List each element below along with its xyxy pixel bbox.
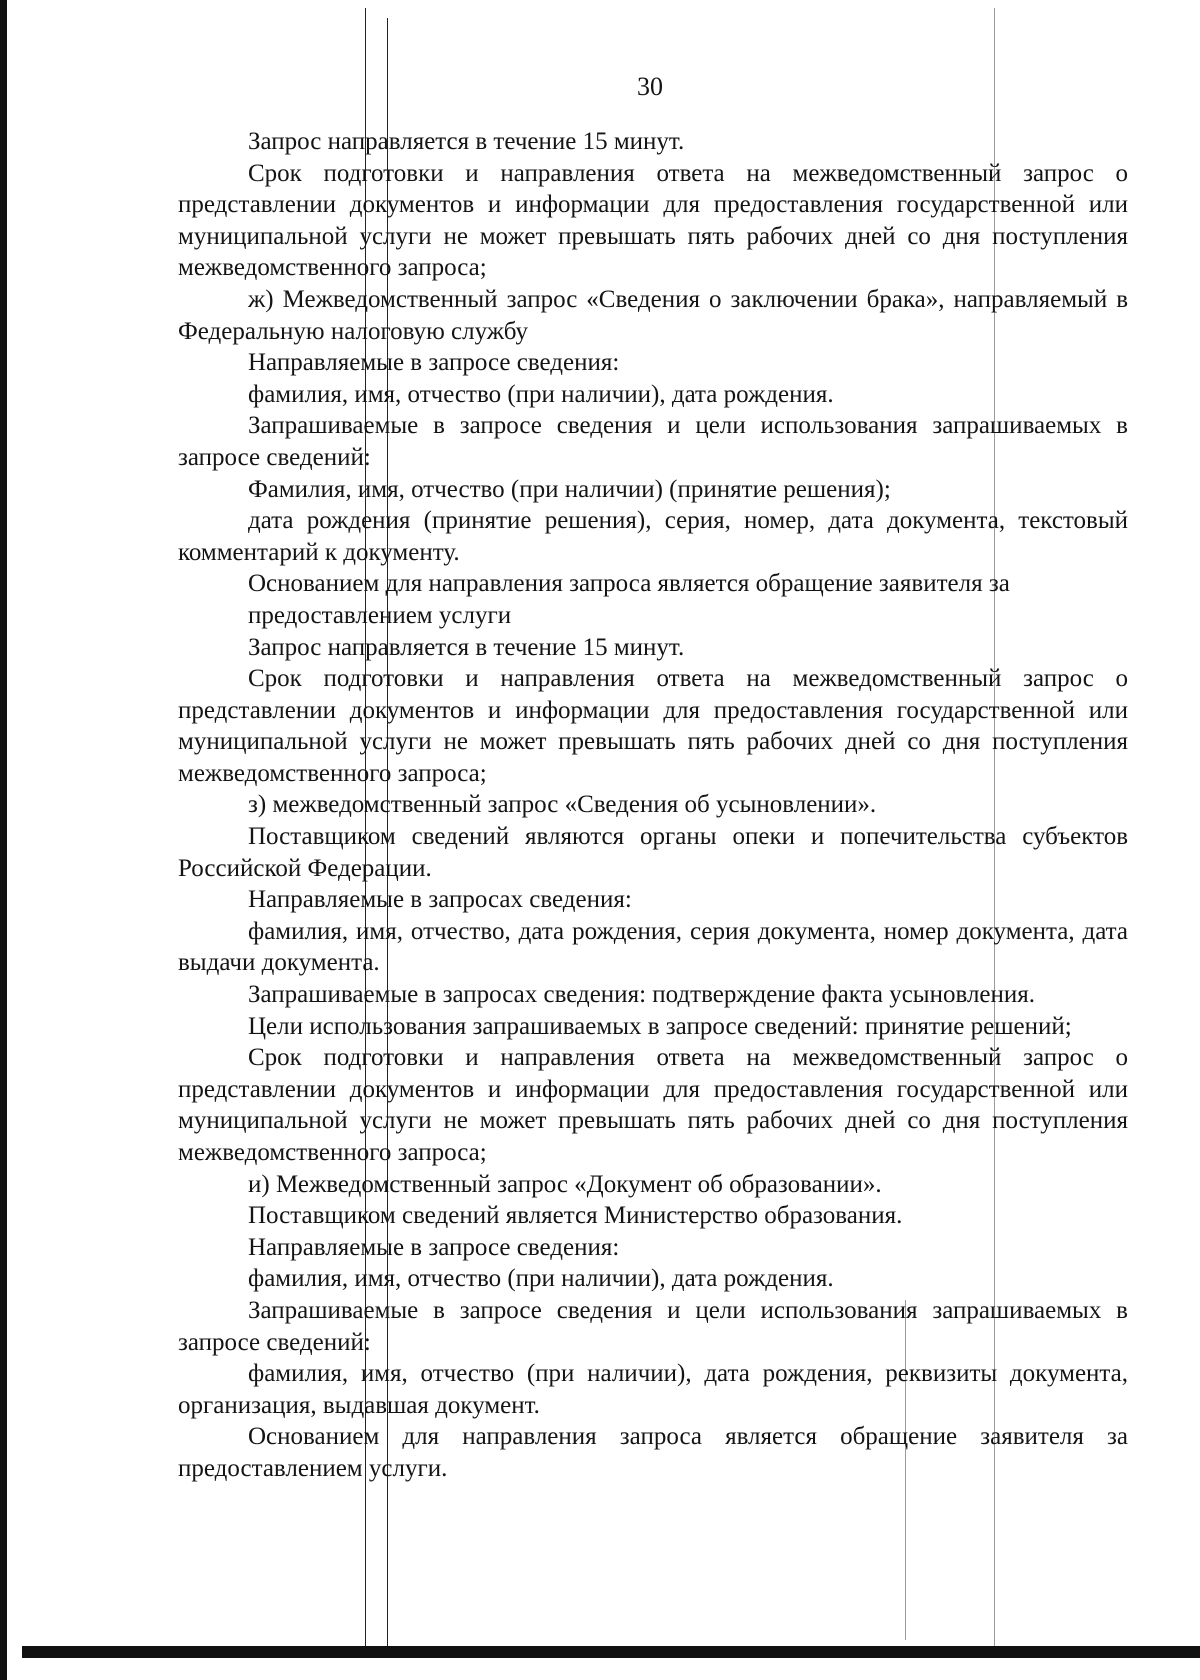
paragraph: фамилия, имя, отчество, дата рождения, серия документа, номер документа, дата выдачи документа.: [178, 917, 1128, 977]
paragraph: Запрашиваемые в запросах сведения: подтверждение факта усыновления.: [248, 981, 1036, 1009]
paragraph: Направляемые в запросах сведения:: [248, 886, 632, 914]
paragraph: Срок подготовки и направления ответа на межведомственный запрос о представлении документов и информации для предоставления государственной или муниципальной услуги не может превышать пять рабочих дней со дня поступления межведомственного запроса;: [178, 665, 1128, 787]
paragraph: Поставщиком сведений является Министерство образования.: [248, 1202, 903, 1230]
paragraph: Запрашиваемые в запросе сведения и цели использования запрашиваемых в запросе сведений:: [178, 1296, 1128, 1356]
page-number: 30: [637, 72, 663, 101]
paragraph: Поставщиком сведений являются органы опеки и попечительства субъектов Российской Федерации.: [178, 823, 1128, 882]
paragraph: Направляемые в запросе сведения:: [248, 349, 620, 377]
paragraph: фамилия, имя, отчество (при наличии), дата рождения.: [248, 1265, 834, 1293]
paragraph: Срок подготовки и направления ответа на межведомственный запрос о представлении документов и информации для предоставления государственной или муниципальной услуги не может превышать пять рабочих дней со дня поступления межведомственного запроса;: [178, 159, 1128, 282]
paragraph: Основанием для направления запроса является обращение заявителя за: [248, 570, 1010, 598]
paragraph: Направляемые в запросе сведения:: [248, 1233, 620, 1261]
scan-edge-bottom: [22, 1646, 1200, 1658]
paragraph: и) Межведомственный запрос «Документ об образовании».: [248, 1170, 882, 1198]
paragraph: фамилия, имя, отчество (при наличии), дата рождения, реквизиты документа, организация, выдавшая документ.: [178, 1360, 1128, 1419]
scan-edge-left: [0, 0, 7, 1680]
document-text: [178, 126, 1128, 1485]
paragraph: дата рождения (принятие решения), серия, номер, дата документа, текстовый комментарий к документу.: [178, 507, 1128, 566]
paragraph: фамилия, имя, отчество (при наличии), дата рождения.: [248, 380, 834, 408]
paragraph: Срок подготовки и направления ответа на межведомственный запрос о представлении документов и информации для предоставления государственной или муниципальной услуги не может превышать пять рабочих дней со дня поступления межведомственного запроса;: [178, 1044, 1128, 1166]
paragraph: ж) Межведомственный запрос «Сведения о заключении брака», направляемый в Федеральную налоговую службу: [178, 285, 1128, 345]
paragraph: Запрос направляется в течение 15 минут.: [248, 633, 685, 661]
paragraph: з) межведомственный запрос «Сведения об усыновлении».: [248, 791, 877, 819]
paragraph: Цели использования запрашиваемых в запросе сведений: принятие решений;: [248, 1012, 1072, 1040]
paragraph: Запрашиваемые в запросе сведения и цели использования запрашиваемых в запросе сведений:: [178, 412, 1128, 471]
paragraph: Основанием для направления запроса является обращение заявителя за предоставлением услуги.: [178, 1423, 1128, 1482]
paragraph: Запрос направляется в течение 15 минут.: [248, 128, 685, 155]
paragraph: Фамилия, имя, отчество (при наличии) (принятие решения);: [248, 475, 891, 503]
paragraph: предоставлением услуги: [248, 601, 512, 629]
